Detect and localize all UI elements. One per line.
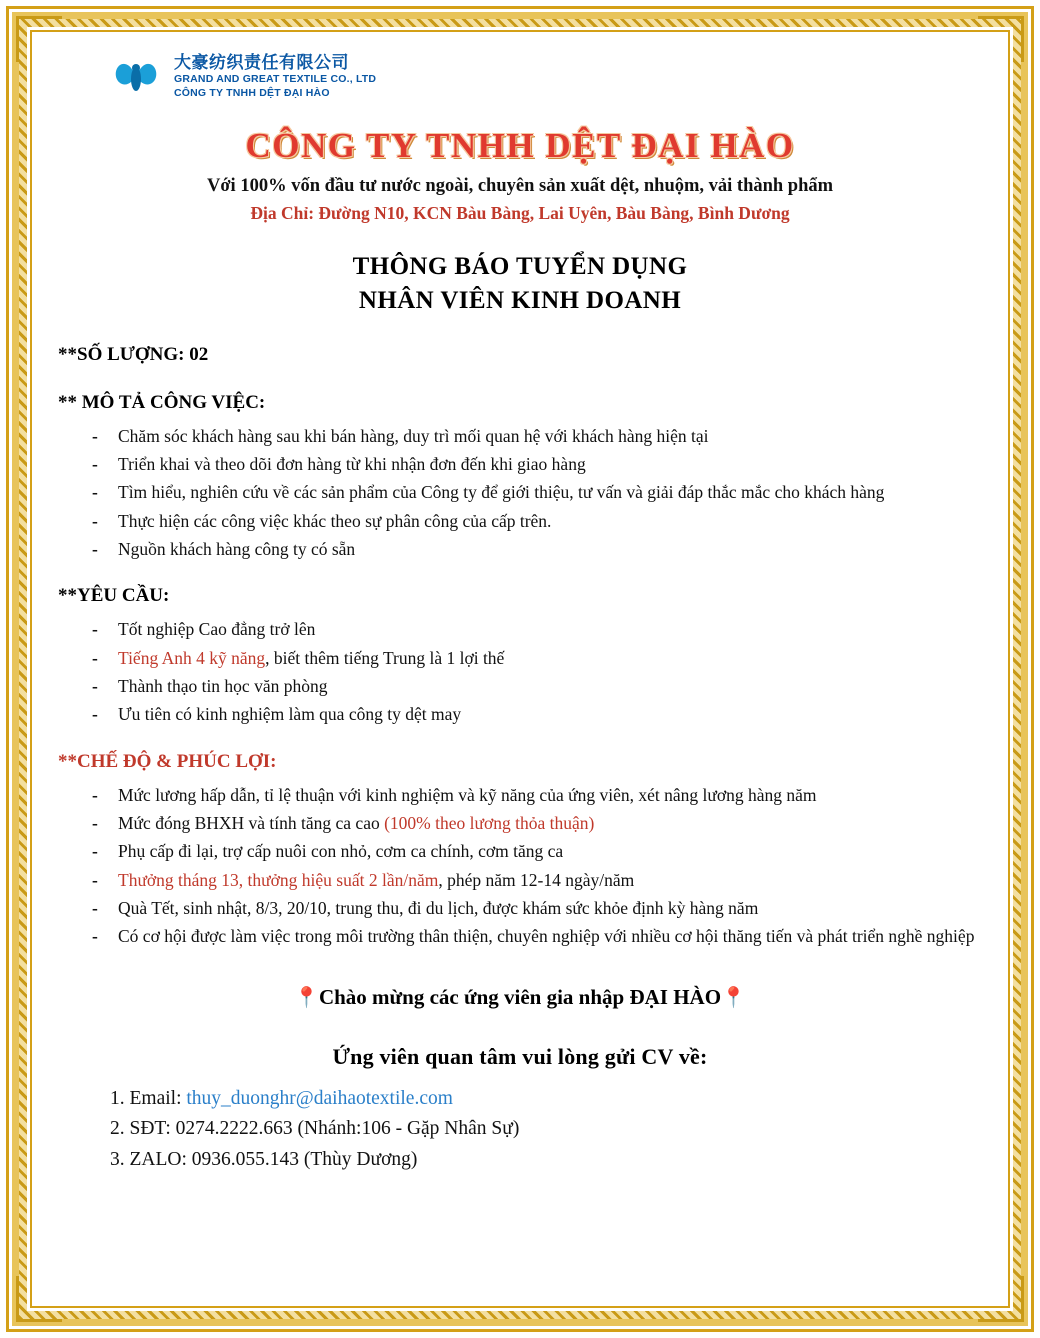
requirements-heading: **YÊU CẦU: [58,585,170,607]
list-item: - Thực hiện các công việc khác theo sự phân công của cấp trên. [88,507,982,535]
butterfly-logo-icon [110,51,162,103]
list-item: - Tìm hiểu, nghiên cứu về các sản phẩm của Công ty để giới thiệu, tư vấn và giải đáp thắc mắc cho khách hàng [88,478,982,506]
contact-row [110,1114,982,1145]
contact-label: 3. ZALO: [110,1149,192,1171]
contact-value: 0936.055.143 (Thùy Dương) [191,1149,418,1171]
page-title [58,250,982,318]
list-item-text: Mức đóng BHXH và tính tăng ca cao [118,812,385,833]
page-title-line2: NHÂN VIÊN KINH DOANH [358,286,682,314]
job-description-heading: ** MÔ TẢ CÔNG VIỆC: [58,391,266,413]
contact-row [110,1084,982,1115]
contact-value: 0274.2222.663 (Nhánh:106 - Gặp Nhân Sự) [175,1118,520,1140]
list-item: - Chăm sóc khách hàng sau khi bán hàng, duy trì mối quan hệ với khách hàng hiện tại [88,422,982,450]
company-address: Địa Chỉ: Đường N10, KCN Bàu Bàng, Lai Uyên, Bàu Bàng, Bình Dương [250,203,790,223]
list-item-text: Tốt nghiệp Cao đẳng trở lên [118,619,316,640]
list-item [88,700,982,728]
list-item-highlight: (100% theo lương thỏa thuận) [384,812,595,833]
list-item-text: , biết thêm tiếng Trung là 1 lợi thế [265,647,505,668]
logo-chinese-name: 大豪纺织责任有限公司 [174,53,349,74]
contact-email-link[interactable]: thuy_duonghr@daihaotextile.com [186,1087,453,1109]
list-item [88,866,982,894]
list-item [88,922,982,950]
requirements-list [58,615,982,728]
list-item-text: Phụ cấp đi lại, trợ cấp nuôi con nhỏ, cơm ca chính, cơm tăng ca [118,841,564,862]
contact-label: 2. SĐT: [110,1118,176,1140]
list-item: - Triển khai và theo dõi đơn hàng từ khi nhận đơn đến khi giao hàng [88,450,982,478]
list-item [88,615,982,643]
list-item [88,894,982,922]
contact-row [110,1145,982,1176]
list-item [88,809,982,837]
list-item [88,672,982,700]
list-item: - Nguồn khách hàng công ty có sẵn [88,535,982,563]
benefits-list [58,781,982,951]
list-item-text: Có cơ hội được làm việc trong môi trường thân thiện, chuyên nghiệp với nhiều cơ hội thăng tiến và phát triển nghề nghiệp [118,926,975,947]
list-item-text: Mức lương hấp dẫn, tỉ lệ thuận với kinh nghiệm và kỹ năng của ứng viên, xét nâng lương hàng năm [118,784,817,805]
welcome-text: Chào mừng các ứng viên gia nhập ĐẠI HÀO [318,984,722,1009]
list-item [88,781,982,809]
list-item-text: Thành thạo tin học văn phòng [118,675,328,696]
contact-label: 1. Email: [110,1087,187,1109]
list-item-highlight: Tiếng Anh 4 kỹ năng [118,647,266,668]
page-title-line1: THÔNG BÁO TUYỂN DỤNG [352,253,688,280]
job-description-list [58,422,982,564]
company-name-heading: CÔNG TY TNHH DỆT ĐẠI HÀO [245,126,795,165]
logo-text-block [174,54,376,100]
quantity-label: **SỐ LƯỢNG: 02 [58,343,209,365]
list-item [88,644,982,672]
contact-list [58,1084,982,1176]
welcome-line [58,985,982,1010]
location-pin-icon-left: 📍 [294,986,319,1009]
list-item-text: Quà Tết, sinh nhật, 8/3, 20/10, trung thu, đi du lịch, được khám sức khỏe định kỳ hàng năm [118,897,759,918]
company-logo [58,34,982,114]
location-pin-icon-right: 📍 [721,986,746,1009]
list-item-text: , phép năm 12-14 ngày/năm [438,869,635,890]
logo-vietnamese-name: CÔNG TY TNHH DỆT ĐẠI HÀO [174,87,330,100]
logo-english-name: GRAND AND GREAT TEXTILE CO., LTD [174,73,377,86]
company-subtitle: Với 100% vốn đầu tư nước ngoài, chuyên sản xuất dệt, nhuộm, vải thành phẩm [206,176,834,196]
list-item-highlight: Thưởng tháng 13, thưởng hiệu suất 2 lần/năm [118,869,439,890]
list-item [88,837,982,865]
benefits-heading: **CHẾ ĐỘ & PHÚC LỢI: [58,750,277,772]
cv-call-to-action: Ứng viên quan tâm vui lòng gửi CV về: [332,1043,708,1069]
poster-content [40,34,1000,1304]
list-item-text: Ưu tiên có kinh nghiệm làm qua công ty dệt may [118,704,462,725]
